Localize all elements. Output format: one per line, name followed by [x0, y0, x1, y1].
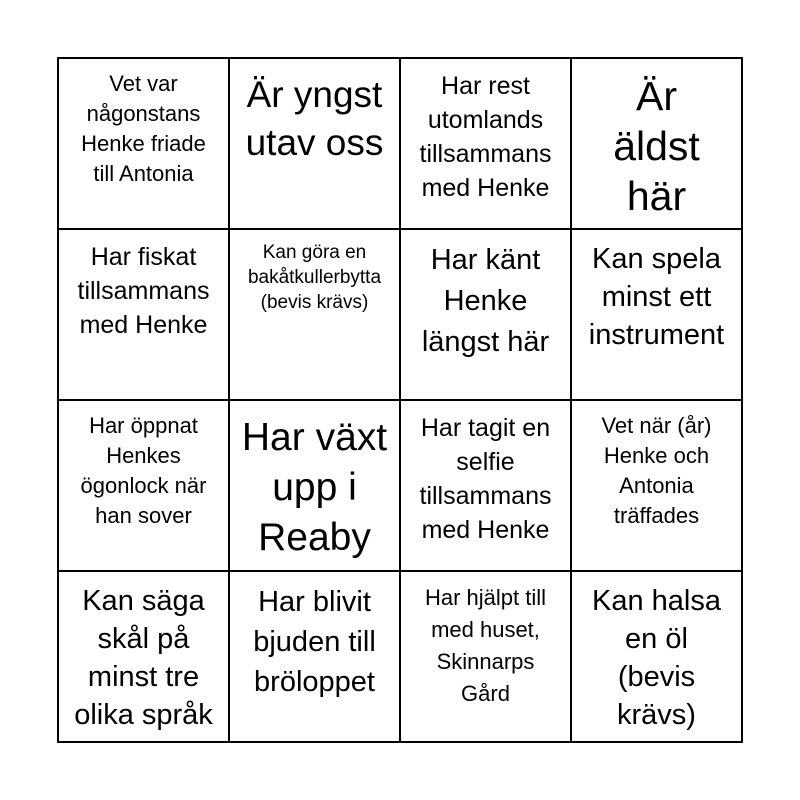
bingo-cell[interactable] — [401, 401, 572, 572]
bingo-cell[interactable] — [401, 572, 572, 743]
bingo-cell[interactable] — [230, 572, 401, 743]
cell-text: Har öppnat Henkes ögonlock när han sover — [80, 413, 207, 528]
cell-text: Vet när (år) Henke och Antonia träffades — [601, 413, 712, 528]
cell-text: Har rest utomlands tillsammans med Henke — [419, 72, 552, 202]
cell-text: Kan spela minst ett instrument — [588, 243, 725, 351]
bingo-cell[interactable] — [230, 401, 401, 572]
bingo-cell[interactable] — [230, 59, 401, 230]
bingo-cell[interactable] — [59, 230, 230, 401]
bingo-cell[interactable] — [401, 230, 572, 401]
cell-text: Vet var någonstans Henke friade till Antonia — [81, 71, 206, 186]
cell-text: Har fiskat tillsammans med Henke — [77, 243, 210, 339]
cell-text: Har känt Henke längst här — [421, 244, 550, 358]
cell-text: Är äldst här — [613, 73, 700, 219]
bingo-cell[interactable] — [572, 230, 743, 401]
bingo-cell[interactable] — [401, 59, 572, 230]
cell-text: Har tagit en selfie tillsammans med Henke — [419, 414, 552, 544]
cell-text: Har växt upp i Reaby — [241, 416, 388, 559]
bingo-cell[interactable] — [572, 401, 743, 572]
bingo-cell[interactable] — [59, 59, 230, 230]
cell-text: Är yngst utav oss — [245, 74, 384, 163]
cell-text: Kan säga skål på minst tre olika språk — [74, 585, 213, 731]
cell-text: Kan göra en bakåtkullerbytta (bevis krävs) — [247, 242, 382, 313]
bingo-cell[interactable] — [230, 230, 401, 401]
bingo-cell[interactable] — [59, 401, 230, 572]
cell-text: Kan halsa en öl (bevis krävs) — [592, 585, 721, 731]
bingo-cell[interactable] — [59, 572, 230, 743]
bingo-cell[interactable] — [572, 572, 743, 743]
cell-text: Har hjälpt till med huset, Skinnarps Gård — [424, 585, 547, 706]
cell-text: Har blivit bjuden till bröloppet — [253, 586, 376, 698]
bingo-cell[interactable] — [572, 59, 743, 230]
bingo-board — [57, 57, 743, 743]
